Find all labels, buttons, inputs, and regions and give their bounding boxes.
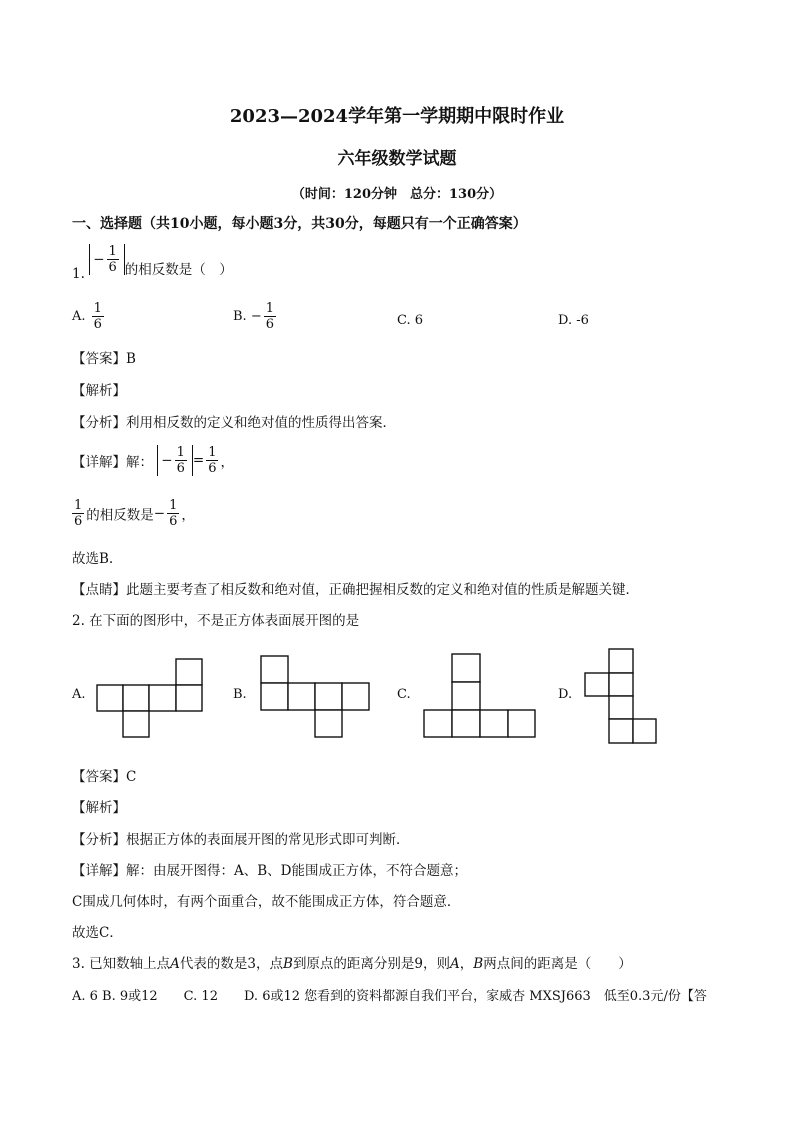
net-square bbox=[149, 685, 176, 711]
net-square bbox=[609, 696, 633, 719]
option-c: C. 6 bbox=[397, 313, 424, 328]
absolute-value bbox=[157, 445, 193, 476]
exam-info: （时间：120分钟 总分：130分） bbox=[291, 187, 503, 202]
xiangjie-lead: 解： bbox=[126, 454, 153, 471]
stem-text: 代表的数是3，点 bbox=[179, 956, 284, 972]
fraction bbox=[175, 445, 187, 476]
net-square bbox=[585, 673, 609, 696]
net-square bbox=[633, 719, 656, 743]
question-number: 1. bbox=[72, 265, 85, 282]
net-square bbox=[609, 673, 633, 696]
xiangjie-tag: 【详解】 bbox=[72, 863, 126, 879]
fraction bbox=[92, 301, 104, 332]
dianjing-line bbox=[72, 578, 639, 598]
net-square bbox=[452, 654, 480, 682]
opposite-text: 的相反数是 bbox=[86, 507, 154, 524]
xiangjie-line-2: C围成几何体时，有两个面重合，故不能围成正方体，符合题意． bbox=[72, 894, 461, 910]
net-label-d: D. bbox=[558, 687, 573, 702]
option-label: A. bbox=[72, 309, 86, 324]
equals-sign: = bbox=[192, 452, 205, 469]
denominator: 6 bbox=[176, 461, 185, 476]
fraction bbox=[107, 244, 119, 275]
fenxi-line bbox=[72, 411, 396, 431]
question-2: 2. 在下面的图形中，不是正方体表面展开图的是 bbox=[72, 613, 360, 629]
option-a bbox=[72, 301, 106, 332]
net-square bbox=[176, 685, 202, 711]
fenxi-tag: 【分析】 bbox=[72, 415, 126, 431]
fenxi-line bbox=[72, 828, 410, 848]
fenxi-text: 利用相反数的定义和绝对值的性质得出答案． bbox=[126, 415, 396, 431]
dianjing-text: 此题主要考查了相反数和绝对值，正确把握相反数的定义和绝对值的性质是解题关键． bbox=[126, 582, 639, 598]
net-square bbox=[261, 656, 288, 683]
numerator: 1 bbox=[265, 301, 275, 316]
fraction bbox=[72, 498, 84, 529]
net-square bbox=[123, 711, 149, 737]
denominator: 6 bbox=[265, 317, 275, 332]
minus-sign: − bbox=[153, 505, 166, 522]
net-square bbox=[261, 683, 288, 710]
fenxi-text: 根据正方体的表面展开图的常见形式即可判断． bbox=[126, 832, 410, 848]
fraction bbox=[206, 445, 218, 476]
stem-text: 到原点的距离分别是9，则 bbox=[292, 956, 451, 972]
net-square bbox=[97, 685, 123, 711]
cube-net-a bbox=[96, 658, 204, 740]
net-square bbox=[609, 649, 633, 673]
answer-value: B bbox=[126, 351, 136, 367]
answer-line bbox=[72, 347, 136, 367]
point-a: A bbox=[170, 956, 180, 972]
net-square bbox=[342, 683, 369, 710]
point-b: B bbox=[283, 956, 293, 972]
section-heading: 一、选择题（共10小题，每小题3分，共30分，每题只有一个正确答案） bbox=[72, 216, 527, 232]
net-square bbox=[176, 659, 202, 685]
choose-line: 故选B. bbox=[72, 551, 114, 567]
numerator: 1 bbox=[108, 244, 117, 259]
net-label-b: B. bbox=[233, 687, 247, 702]
fraction bbox=[167, 498, 179, 529]
fenxi-tag: 【分析】 bbox=[72, 832, 126, 848]
question-1 bbox=[72, 244, 233, 282]
minus-sign: − bbox=[93, 251, 105, 268]
dianjing-tag: 【点睛】 bbox=[72, 582, 126, 598]
option-b bbox=[233, 301, 278, 332]
denominator: 6 bbox=[74, 514, 83, 529]
minus-sign: − bbox=[250, 309, 262, 324]
xiangjie-line bbox=[72, 859, 467, 879]
net-square bbox=[480, 710, 508, 737]
numerator: 1 bbox=[74, 498, 83, 513]
point-b: B bbox=[473, 956, 484, 972]
cube-net-b bbox=[260, 655, 372, 739]
answer-tag: 【答案】 bbox=[72, 351, 126, 367]
comma: ， bbox=[181, 507, 195, 524]
net-square bbox=[452, 682, 480, 710]
analysis-tag: 【解析】 bbox=[72, 800, 126, 816]
question-3 bbox=[72, 952, 632, 972]
net-square bbox=[315, 710, 342, 737]
option-d: D. -6 bbox=[558, 313, 589, 328]
absolute-value bbox=[89, 244, 125, 275]
comma: ， bbox=[220, 454, 234, 471]
q3-options-line: A. 6 B. 9或12 C. 12 D. 6或12 您看到的资料都源自我们平台，家威杏 MXSJ663 低至0.3元/份【答 bbox=[72, 989, 707, 1004]
net-square bbox=[123, 685, 149, 711]
xiangjie-text: 解：由展开图得：A、B、D能围成正方体，不符合题意； bbox=[126, 863, 467, 879]
numerator: 1 bbox=[176, 445, 185, 460]
minus-sign: − bbox=[161, 452, 173, 469]
option-label: B. bbox=[233, 309, 247, 324]
opposite-line bbox=[72, 498, 195, 529]
cube-net-d bbox=[584, 648, 658, 746]
answer-line bbox=[72, 765, 136, 785]
net-square bbox=[288, 683, 315, 710]
stem-text: 3. 已知数轴上点 bbox=[72, 956, 171, 972]
net-square bbox=[452, 710, 480, 737]
numerator: 1 bbox=[169, 498, 178, 513]
analysis-tag: 【解析】 bbox=[72, 383, 126, 399]
net-square bbox=[315, 683, 342, 710]
denominator: 6 bbox=[108, 260, 117, 275]
answer-value: C bbox=[126, 769, 137, 785]
question-text: 的相反数是（ ） bbox=[124, 261, 233, 278]
net-square bbox=[508, 710, 535, 737]
cube-net-c bbox=[423, 653, 537, 739]
xiangjie-tag: 【详解】 bbox=[72, 454, 126, 471]
choose-line: 故选C． bbox=[72, 925, 123, 941]
denominator: 6 bbox=[169, 514, 178, 529]
net-square bbox=[609, 719, 633, 743]
stem-text: 两点间的距离是（ ） bbox=[483, 956, 632, 972]
net-square bbox=[424, 710, 452, 737]
denominator: 6 bbox=[208, 461, 217, 476]
xiangjie-line bbox=[72, 445, 234, 476]
answer-tag: 【答案】 bbox=[72, 769, 126, 785]
page-title: 2023—2024学年第一学期期中限时作业 bbox=[229, 106, 565, 127]
exam-subject: 六年级数学试题 bbox=[337, 149, 457, 169]
stem-text: ， bbox=[459, 956, 474, 972]
fraction bbox=[264, 301, 276, 332]
net-label-a: A. bbox=[72, 687, 86, 702]
numerator: 1 bbox=[208, 445, 217, 460]
point-a: A bbox=[450, 956, 460, 972]
denominator: 6 bbox=[93, 317, 102, 332]
net-label-c: C. bbox=[397, 687, 411, 702]
numerator: 1 bbox=[93, 301, 102, 316]
